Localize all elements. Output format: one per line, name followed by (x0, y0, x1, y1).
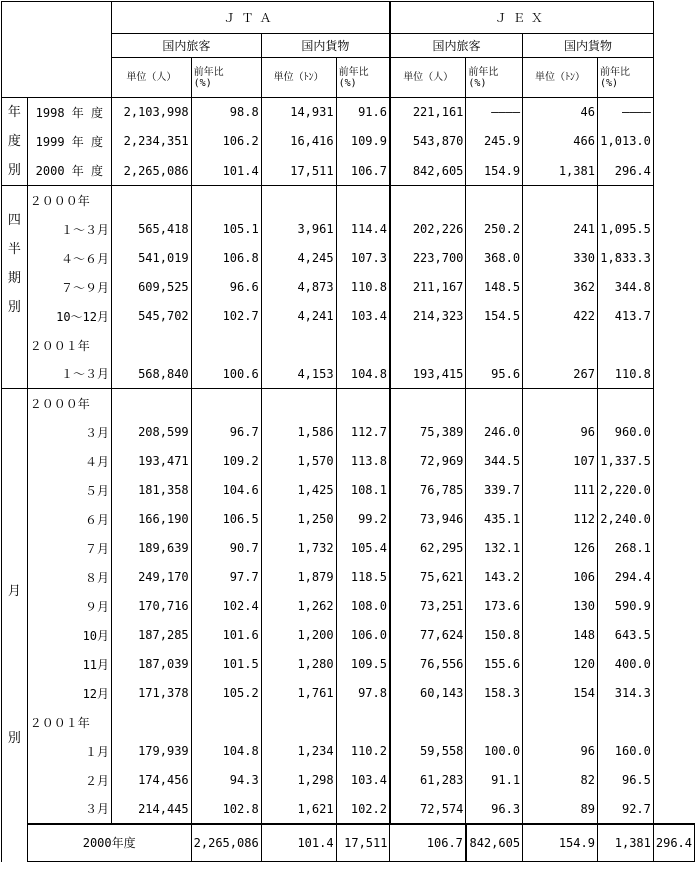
table-row (2, 98, 695, 127)
year-heading-row (2, 389, 695, 418)
unit-label: 単位（ﾄﾝ） (261, 58, 336, 98)
row-label: ４～６月 (27, 244, 111, 273)
table-row (2, 360, 695, 389)
empty-cell (191, 708, 261, 737)
jta-cargo-cell: 1,732 (261, 534, 336, 563)
total-label: 2000年度 (27, 824, 191, 862)
jta-passengers-yoy-cell: 96.6 (191, 273, 261, 302)
row-label: 10月 (27, 621, 111, 650)
yoy-label: 前年比 (%) (191, 58, 261, 98)
jex-cargo-cell: 330 (523, 244, 598, 273)
jex-passengers-yoy-cell: 173.6 (466, 592, 523, 621)
jex-cargo-yoy-cell: 2,220.0 (597, 476, 653, 505)
jex-cargo-cell: 107 (523, 447, 598, 476)
jex-cargo-yoy-cell: 110.8 (597, 360, 653, 389)
year-heading-row (2, 186, 695, 215)
jex-passengers-yoy-cell: 148.5 (466, 273, 523, 302)
row-label: ５月 (27, 476, 111, 505)
jta-passengers-total-cell: 2,265,086 (191, 824, 261, 862)
jex-passengers-yoy-cell: 435.1 (466, 505, 523, 534)
jex-passengers-yoy-cell: 368.0 (466, 244, 523, 273)
row-label: 2000 年 度 (27, 156, 111, 185)
jex-cargo-yoy-cell: 344.8 (597, 273, 653, 302)
empty-cell (112, 331, 192, 360)
jex-passengers-yoy-cell: ―――― (466, 98, 523, 127)
empty-cell (336, 331, 390, 360)
jex-cargo-yoy-cell: 268.1 (597, 534, 653, 563)
jex-passengers-cell: 62,295 (390, 534, 466, 563)
table-row (2, 127, 695, 156)
jta-cargo-yoy-cell: 118.5 (336, 563, 390, 592)
jta-cargo-cell: 1,586 (261, 418, 336, 447)
jta-cargo-cell: 1,200 (261, 621, 336, 650)
jta-cargo-cell: 3,961 (261, 215, 336, 244)
jex-cargo-cell: 130 (523, 592, 598, 621)
jta-cargo-cell: 1,262 (261, 592, 336, 621)
jex-passengers-yoy-cell: 155.6 (466, 650, 523, 679)
jex-cargo-cell: 96 (523, 737, 598, 766)
year-heading-row (2, 331, 695, 360)
jex-header: ＪＥＸ (390, 2, 653, 34)
jex-passengers-cell: 59,558 (390, 737, 466, 766)
jex-passengers-cell: 61,283 (390, 766, 466, 795)
jta-cargo-cell: 16,416 (261, 127, 336, 156)
jta-cargo-yoy-cell: 106.7 (336, 156, 390, 185)
jex-passengers-cell: 223,700 (390, 244, 466, 273)
jex-cargo-yoy-cell: 294.4 (597, 563, 653, 592)
jta-passengers-yoy-cell: 102.7 (191, 302, 261, 331)
jta-cargo-yoy-cell: 99.2 (336, 505, 390, 534)
table-row (2, 766, 695, 795)
empty-cell (191, 331, 261, 360)
jta-cargo-cell: 4,241 (261, 302, 336, 331)
fiscal-side-label: 年 度 別 (2, 98, 28, 186)
empty-cell (390, 186, 466, 215)
empty-cell (336, 389, 390, 418)
jex-passengers-cell: 77,624 (390, 621, 466, 650)
jta-passengers-yoy-cell: 104.6 (191, 476, 261, 505)
jex-cargo-yoy-cell: 960.0 (597, 418, 653, 447)
jex-cargo-yoy-cell: 92.7 (597, 795, 653, 824)
jta-cargo-cell: 4,245 (261, 244, 336, 273)
empty-cell (523, 708, 598, 737)
yoy-label: 前年比 (%) (466, 58, 523, 98)
empty-cell (523, 389, 598, 418)
jta-passengers-cell: 187,285 (112, 621, 192, 650)
jex-passengers-yoy-cell: 143.2 (466, 563, 523, 592)
year-heading: ２００１年 (27, 331, 111, 360)
row-label: ４月 (27, 447, 111, 476)
jta-cargo-cell: 1,425 (261, 476, 336, 505)
year-heading-row (2, 708, 695, 737)
jta-cargo-yoy-cell: 114.4 (336, 215, 390, 244)
jta-passengers-yoy-cell: 96.7 (191, 418, 261, 447)
jta-passengers-yoy-cell: 106.5 (191, 505, 261, 534)
empty-cell (261, 331, 336, 360)
jex-passengers-cell: 75,621 (390, 563, 466, 592)
row-label: ３月 (27, 418, 111, 447)
jta-passengers-yoy-cell: 97.7 (191, 563, 261, 592)
row-label: ８月 (27, 563, 111, 592)
empty-cell (261, 389, 336, 418)
jta-passengers-yoy-cell: 102.4 (191, 592, 261, 621)
jta-passengers-cell: 568,840 (112, 360, 192, 389)
table-row (2, 679, 695, 708)
jta-cargo-cell: 1,621 (261, 795, 336, 824)
row-label: １～３月 (27, 360, 111, 389)
table-row (2, 476, 695, 505)
jex-passengers-cell: 214,323 (390, 302, 466, 331)
table-row (2, 418, 695, 447)
jex-passengers-yoy-cell: 154.5 (466, 302, 523, 331)
jta-passengers-yoy-cell: 106.2 (191, 127, 261, 156)
jex-passengers-yoy-cell: 154.9 (466, 156, 523, 185)
jta-cargo-yoy-cell: 109.5 (336, 650, 390, 679)
jex-cargo-yoy-cell: 96.5 (597, 766, 653, 795)
jex-cargo-cell: 362 (523, 273, 598, 302)
jex-passengers-cell: 60,143 (390, 679, 466, 708)
jta-passengers-cell: 214,445 (112, 795, 192, 824)
jta-cargo-cell: 1,234 (261, 737, 336, 766)
table-row (2, 273, 695, 302)
jta-cargo-yoy-total-cell: 106.7 (390, 824, 466, 862)
jta-cargo-yoy-cell: 107.3 (336, 244, 390, 273)
jta-cargo-cell: 4,153 (261, 360, 336, 389)
jta-passengers-cell: 193,471 (112, 447, 192, 476)
empty-cell (597, 186, 653, 215)
jta-cargo-total-cell: 17,511 (336, 824, 390, 862)
jta-passengers-yoy-cell: 109.2 (191, 447, 261, 476)
jta-passengers-cell: 2,103,998 (112, 98, 192, 127)
jta-passengers-yoy-cell: 102.8 (191, 795, 261, 824)
jex-cargo-yoy-cell: 643.5 (597, 621, 653, 650)
empty-cell (466, 331, 523, 360)
jex-passengers-cell: 202,226 (390, 215, 466, 244)
jta-passengers-cell: 541,019 (112, 244, 192, 273)
jta-cargo-cell: 17,511 (261, 156, 336, 185)
jex-passengers-yoy-cell: 344.5 (466, 447, 523, 476)
jex-passengers-yoy-cell: 246.0 (466, 418, 523, 447)
jta-cargo-yoy-cell: 108.0 (336, 592, 390, 621)
jex-passengers-cell: 73,946 (390, 505, 466, 534)
jta-cargo-yoy-cell: 108.1 (336, 476, 390, 505)
jta-passengers-cell: 2,234,351 (112, 127, 192, 156)
jta-passengers-cell: 189,639 (112, 534, 192, 563)
jex-cargo-yoy-total-cell: 296.4 (653, 824, 694, 862)
empty-cell (390, 708, 466, 737)
row-label: １月 (27, 737, 111, 766)
jex-cargo-cell: 89 (523, 795, 598, 824)
table-row (2, 592, 695, 621)
table-row (2, 156, 695, 185)
jta-cargo-cell: 14,931 (261, 98, 336, 127)
jta-cargo-cell: 1,570 (261, 447, 336, 476)
row-label: ７～９月 (27, 273, 111, 302)
jex-cargo-cell: 82 (523, 766, 598, 795)
jta-passengers-yoy-cell: 98.8 (191, 98, 261, 127)
jex-passengers-cell: 72,574 (390, 795, 466, 824)
jta-passengers-yoy-cell: 105.1 (191, 215, 261, 244)
jex-passengers-yoy-cell: 339.7 (466, 476, 523, 505)
empty-cell (390, 389, 466, 418)
row-label: ７月 (27, 534, 111, 563)
jta-passengers-yoy-cell: 94.3 (191, 766, 261, 795)
jex-passengers-yoy-cell: 95.6 (466, 360, 523, 389)
empty-cell (597, 708, 653, 737)
empty-cell (336, 708, 390, 737)
jex-cargo-cell: 267 (523, 360, 598, 389)
jex-cargo-yoy-cell: 1,833.3 (597, 244, 653, 273)
jex-passengers-total-cell: 842,605 (466, 824, 523, 862)
jex-cargo-cell: 241 (523, 215, 598, 244)
jta-cargo-cell: 1,879 (261, 563, 336, 592)
jex-passengers-yoy-cell: 245.9 (466, 127, 523, 156)
jta-passengers-cell: 170,716 (112, 592, 192, 621)
jta-passengers-yoy-cell: 90.7 (191, 534, 261, 563)
unit-label: 単位（人） (390, 58, 466, 98)
table-row (2, 505, 695, 534)
table-row (2, 534, 695, 563)
jex-passengers-cell: 193,415 (390, 360, 466, 389)
table-row (2, 650, 695, 679)
empty-cell (112, 708, 192, 737)
empty-cell (466, 708, 523, 737)
jta-passengers-cell: 166,190 (112, 505, 192, 534)
jex-cargo-yoy-cell: ―――― (597, 98, 653, 127)
jta-passengers-cell: 181,358 (112, 476, 192, 505)
jta-cargo-yoy-cell: 105.4 (336, 534, 390, 563)
jex-passengers-cell: 842,605 (390, 156, 466, 185)
statistics-table-container (1, 1, 695, 862)
empty-cell (336, 186, 390, 215)
jta-passengers-yoy-cell: 104.8 (191, 737, 261, 766)
jta-cargo-yoy-cell: 103.4 (336, 766, 390, 795)
jta-cargo-yoy-cell: 113.8 (336, 447, 390, 476)
jex-passengers-yoy-cell: 100.0 (466, 737, 523, 766)
jta-passengers-yoy-cell: 101.6 (191, 621, 261, 650)
jta-cargo-yoy-cell: 103.4 (336, 302, 390, 331)
jta-cargo-cell: 4,873 (261, 273, 336, 302)
empty-cell (191, 186, 261, 215)
jta-cargo-cell: 1,280 (261, 650, 336, 679)
jta-passengers-cell: 174,456 (112, 766, 192, 795)
jex-passengers-cell: 76,785 (390, 476, 466, 505)
empty-cell (390, 331, 466, 360)
jta-cargo-yoy-cell: 102.2 (336, 795, 390, 824)
jex-passengers-cell: 75,389 (390, 418, 466, 447)
jex-cargo-total-cell: 1,381 (597, 824, 653, 862)
jex-cargo-cell: 106 (523, 563, 598, 592)
jta-cargo-yoy-cell: 104.8 (336, 360, 390, 389)
jex-cargo-cell: 112 (523, 505, 598, 534)
table-row (2, 244, 695, 273)
jex-cargo-yoy-cell: 413.7 (597, 302, 653, 331)
empty-cell (523, 331, 598, 360)
jex-cargo-cell: 1,381 (523, 156, 598, 185)
table-row (2, 447, 695, 476)
jex-passengers-cell: 543,870 (390, 127, 466, 156)
jex-cargo-yoy-cell: 1,013.0 (597, 127, 653, 156)
jex-cargo-yoy-cell: 296.4 (597, 156, 653, 185)
row-label: ３月 (27, 795, 111, 824)
yoy-label: 前年比 (%) (336, 58, 390, 98)
year-heading: ２００１年 (27, 708, 111, 737)
table-row (2, 795, 695, 824)
year-heading: ２０００年 (27, 389, 111, 418)
jta-cargo-yoy-cell: 106.0 (336, 621, 390, 650)
jex-passengers-yoy-cell: 250.2 (466, 215, 523, 244)
jta-passengers-cell: 565,418 (112, 215, 192, 244)
jex-passengers-cell: 73,251 (390, 592, 466, 621)
jta-cargo-yoy-cell: 110.2 (336, 737, 390, 766)
yoy-label: 前年比 (%) (597, 58, 653, 98)
row-label: ６月 (27, 505, 111, 534)
row-label: ２月 (27, 766, 111, 795)
table-row (2, 302, 695, 331)
jta-passengers-yoy-cell: 101.5 (191, 650, 261, 679)
jta-passengers-yoy-total-cell: 101.4 (261, 824, 336, 862)
empty-cell (261, 186, 336, 215)
jta-passengers-cell: 249,170 (112, 563, 192, 592)
jta-passengers-header: 国内旅客 (112, 34, 262, 58)
table-body (2, 2, 695, 862)
row-label: 11月 (27, 650, 111, 679)
jta-cargo-cell: 1,761 (261, 679, 336, 708)
row-label: 1999 年 度 (27, 127, 111, 156)
jex-passengers-cell: 76,556 (390, 650, 466, 679)
jex-passengers-yoy-total-cell: 154.9 (523, 824, 598, 862)
jta-passengers-cell: 187,039 (112, 650, 192, 679)
empty-cell (597, 331, 653, 360)
jex-cargo-yoy-cell: 1,337.5 (597, 447, 653, 476)
jex-cargo-cell: 148 (523, 621, 598, 650)
jex-cargo-yoy-cell: 314.3 (597, 679, 653, 708)
jex-cargo-cell: 466 (523, 127, 598, 156)
jex-cargo-yoy-cell: 2,240.0 (597, 505, 653, 534)
unit-label: 単位（ﾄﾝ） (523, 58, 598, 98)
jex-passengers-cell: 72,969 (390, 447, 466, 476)
jta-passengers-yoy-cell: 100.6 (191, 360, 261, 389)
jex-passengers-yoy-cell: 150.8 (466, 621, 523, 650)
jex-cargo-header: 国内貨物 (523, 34, 654, 58)
jta-passengers-cell: 171,378 (112, 679, 192, 708)
jex-passengers-yoy-cell: 158.3 (466, 679, 523, 708)
empty-cell (261, 708, 336, 737)
empty-cell (191, 389, 261, 418)
statistics-table (1, 1, 695, 862)
jex-cargo-cell: 154 (523, 679, 598, 708)
quarterly-side-label: 四 半 期 別 (2, 186, 28, 389)
monthly-side-label: 月 別 (2, 389, 28, 862)
jex-passengers-yoy-cell: 91.1 (466, 766, 523, 795)
empty-cell (523, 186, 598, 215)
row-label: 1998 年 度 (27, 98, 111, 127)
jta-passengers-cell: 2,265,086 (112, 156, 192, 185)
jta-cargo-yoy-cell: 91.6 (336, 98, 390, 127)
jta-passengers-yoy-cell: 105.2 (191, 679, 261, 708)
row-label: 12月 (27, 679, 111, 708)
jta-passengers-cell: 609,525 (112, 273, 192, 302)
jex-cargo-cell: 96 (523, 418, 598, 447)
jex-cargo-yoy-cell: 400.0 (597, 650, 653, 679)
jta-passengers-cell: 179,939 (112, 737, 192, 766)
table-row (2, 215, 695, 244)
jex-cargo-cell: 120 (523, 650, 598, 679)
jex-passengers-cell: 221,161 (390, 98, 466, 127)
jex-passengers-yoy-cell: 132.1 (466, 534, 523, 563)
jta-cargo-yoy-cell: 110.8 (336, 273, 390, 302)
jta-cargo-cell: 1,298 (261, 766, 336, 795)
empty-cell (466, 389, 523, 418)
row-label: ９月 (27, 592, 111, 621)
jex-cargo-cell: 111 (523, 476, 598, 505)
jex-cargo-cell: 422 (523, 302, 598, 331)
jex-passengers-yoy-cell: 96.3 (466, 795, 523, 824)
jta-passengers-cell: 208,599 (112, 418, 192, 447)
jex-cargo-yoy-cell: 160.0 (597, 737, 653, 766)
unit-label: 単位（人） (112, 58, 192, 98)
row-label: １～３月 (27, 215, 111, 244)
jta-passengers-cell: 545,702 (112, 302, 192, 331)
jta-cargo-header: 国内貨物 (261, 34, 390, 58)
empty-cell (466, 186, 523, 215)
table-row (2, 621, 695, 650)
jta-cargo-cell: 1,250 (261, 505, 336, 534)
jex-passengers-cell: 211,167 (390, 273, 466, 302)
row-label: 10～12月 (27, 302, 111, 331)
jta-cargo-yoy-cell: 109.9 (336, 127, 390, 156)
total-row (2, 824, 695, 862)
jta-cargo-yoy-cell: 97.8 (336, 679, 390, 708)
year-heading: ２０００年 (27, 186, 111, 215)
jta-header: ＪＴＡ (112, 2, 390, 34)
jex-cargo-yoy-cell: 1,095.5 (597, 215, 653, 244)
table-row (2, 563, 695, 592)
empty-cell (112, 186, 192, 215)
jex-cargo-yoy-cell: 590.9 (597, 592, 653, 621)
jta-passengers-yoy-cell: 101.4 (191, 156, 261, 185)
jex-passengers-header: 国内旅客 (390, 34, 523, 58)
empty-cell (597, 389, 653, 418)
jex-cargo-cell: 46 (523, 98, 598, 127)
jta-passengers-yoy-cell: 106.8 (191, 244, 261, 273)
jex-cargo-cell: 126 (523, 534, 598, 563)
empty-cell (112, 389, 192, 418)
table-row (2, 737, 695, 766)
jta-cargo-yoy-cell: 112.7 (336, 418, 390, 447)
